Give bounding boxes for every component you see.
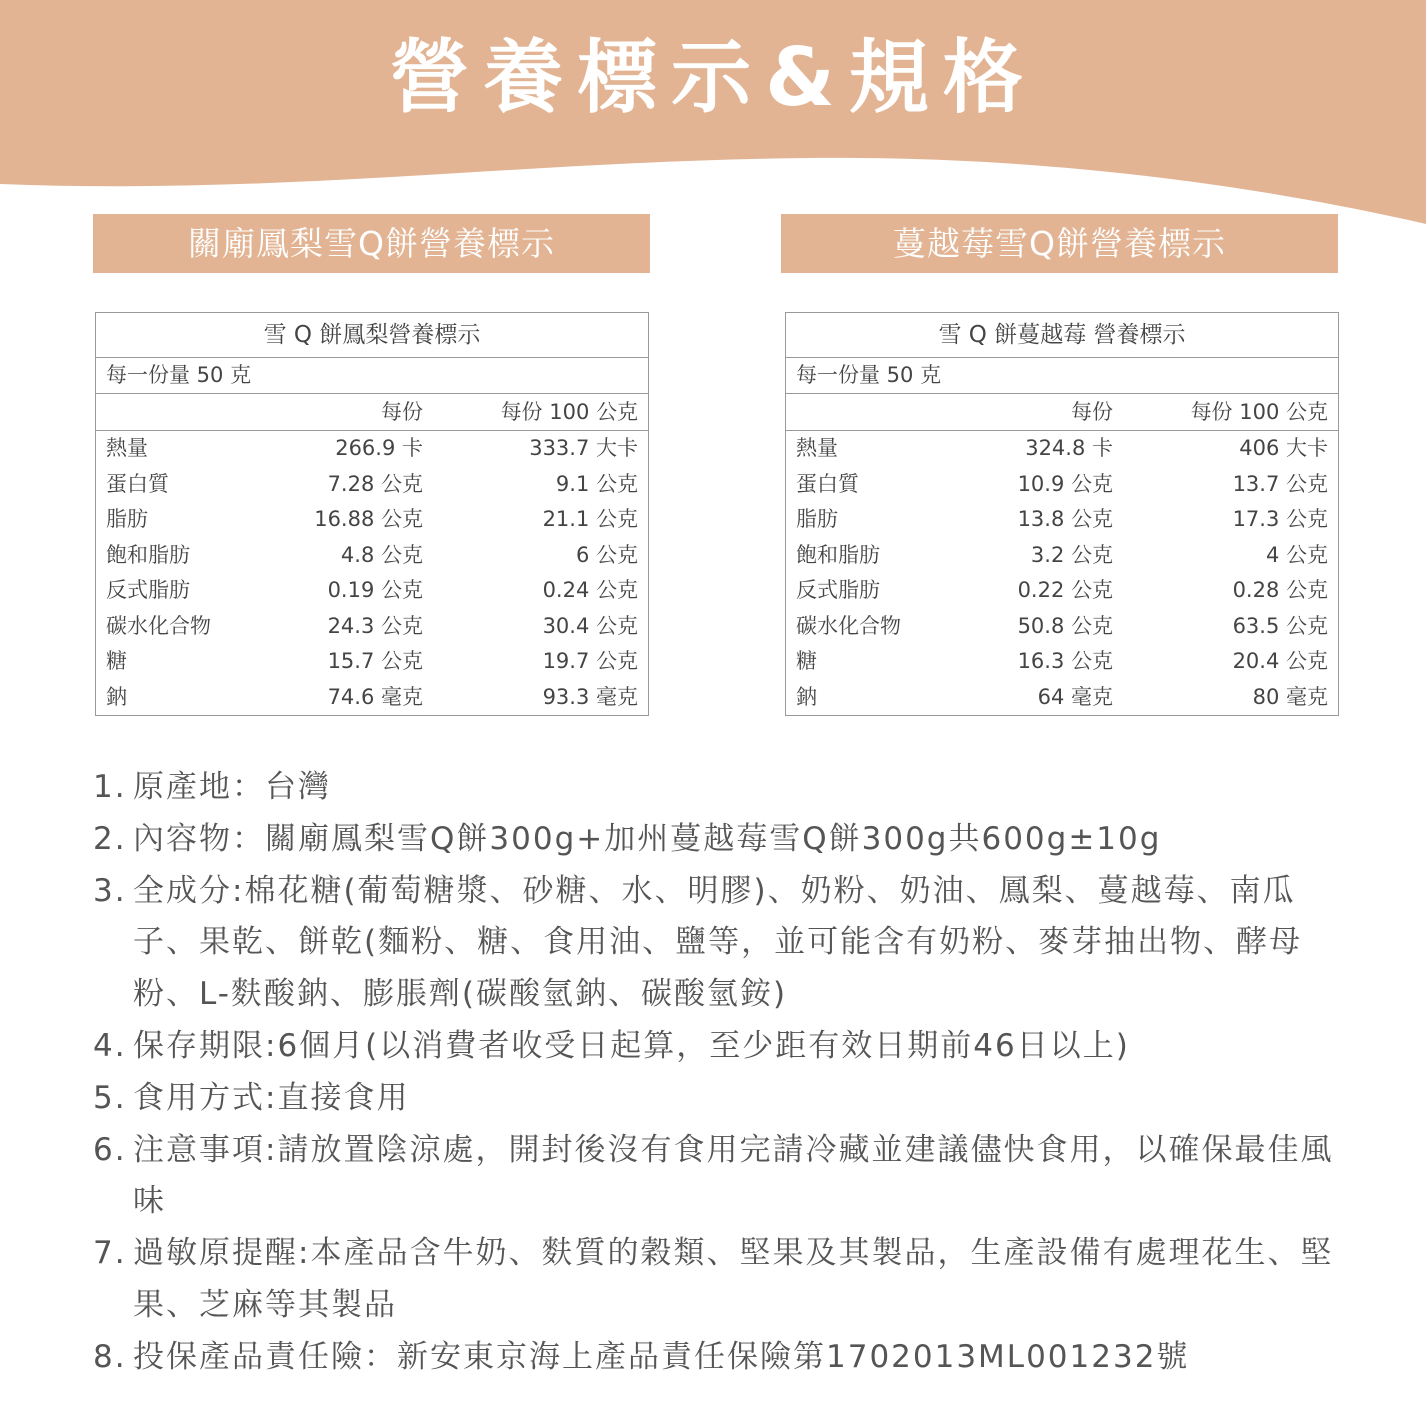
note-number: 7. [93,1235,127,1272]
per-serving-value: 7.28 公克 [327,471,423,496]
note-text-shelf-life: 保存期限:6個月(以消費者收受日起算，至少距有效日期前46日以上) [133,1027,1130,1064]
table-row [96,644,648,680]
nutrient-name: 碳水化合物 [106,613,211,638]
nutrition-table-title: 雪 Q 餅鳳梨營養標示 [96,313,648,358]
note-number: 2. [93,820,127,857]
note-number: 1. [93,769,127,805]
per-100g-value: 9.1 公克 [555,471,638,496]
per-100g-value: 6 公克 [575,542,638,567]
per-100g-value: 406 大卡 [1239,436,1328,460]
table-row [96,538,648,574]
column-header-per-serving: 每份 [1071,400,1113,424]
table-row [786,431,1338,467]
nutrient-name: 熱量 [796,436,838,460]
list-item [93,866,1343,1021]
list-item [93,1125,1343,1229]
per-serving-value: 0.19 公克 [327,578,423,602]
note-text-contents: 內容物：關廟鳳梨雪Q餅300g+加州蔓越莓雪Q餅300g共600g±10g [133,820,1162,857]
nutrient-name: 脂肪 [796,507,838,531]
per-100g-value: 333.7 大卡 [529,436,638,460]
nutrient-name: 鈉 [796,684,817,709]
table-row [786,680,1338,716]
page-title: 營養標示&規格 [389,31,1037,124]
per-100g-value: 0.28 公克 [1232,578,1328,602]
note-text-storage: 注意事項:請放置陰涼處，開封後沒有食用完請冷藏並建議儘快食用，以確保最佳風味 [133,1131,1334,1220]
note-number: 5. [93,1079,127,1116]
nutrient-name: 鈉 [106,684,127,709]
serving-size: 每一份量 50 克 [96,358,648,394]
list-item [93,762,1343,814]
nutrient-name: 飽和脂肪 [796,542,880,567]
table-row [786,573,1338,609]
table-row [786,502,1338,538]
per-100g-value: 20.4 公克 [1232,649,1328,673]
per-serving-value: 74.6 毫克 [327,684,423,709]
per-serving-value: 50.8 公克 [1017,613,1113,638]
per-100g-value: 13.7 公克 [1232,471,1328,496]
per-100g-value: 93.3 毫克 [542,684,638,709]
per-serving-value: 15.7 公克 [327,649,423,673]
nutrient-name: 蛋白質 [796,471,859,496]
panel-header-cranberry: 蔓越莓雪Q餅營養標示 [781,214,1338,273]
list-item [93,814,1343,866]
panel-header-pineapple: 關廟鳳梨雪Q餅營養標示 [93,214,650,273]
table-row [96,431,648,467]
spec-notes-list [93,762,1343,1384]
per-100g-value: 0.24 公克 [542,578,638,602]
nutrient-name: 糖 [106,649,127,673]
nutrition-table-pineapple [95,312,649,716]
column-headers [96,394,648,431]
per-serving-value: 16.88 公克 [314,507,423,531]
list-item [93,1073,1343,1125]
list-item [93,1332,1343,1384]
note-text-insurance: 投保產品責任險：新安東京海上產品責任保險第1702013ML001232號 [133,1338,1190,1375]
note-text-origin: 原產地：台灣 [133,769,331,805]
column-headers [786,394,1338,431]
nutrient-name: 蛋白質 [106,471,169,496]
table-row [96,467,648,503]
note-number: 4. [93,1027,127,1064]
per-serving-value: 324.8 卡 [1025,436,1113,460]
nutrient-name: 反式脂肪 [796,578,880,602]
nutrient-name: 熱量 [106,436,148,460]
note-number: 6. [93,1131,127,1168]
per-100g-value: 19.7 公克 [542,649,638,673]
list-item [93,1228,1343,1332]
column-header-blank [786,394,976,430]
per-serving-value: 16.3 公克 [1017,649,1113,673]
per-serving-value: 266.9 卡 [335,436,423,460]
column-header-blank [96,394,286,430]
note-number: 3. [93,872,127,909]
table-row [96,502,648,538]
per-100g-value: 30.4 公克 [542,613,638,638]
header-banner [0,0,1426,240]
table-row [96,680,648,716]
nutrition-table-title: 雪 Q 餅蔓越莓 營養標示 [786,313,1338,358]
per-serving-value: 3.2 公克 [1030,542,1113,567]
per-100g-value: 80 毫克 [1252,684,1328,709]
per-100g-value: 4 公克 [1265,542,1328,567]
column-header-per-100g: 每份 100 公克 [1190,400,1328,424]
note-number: 8. [93,1338,127,1375]
per-100g-value: 63.5 公克 [1232,613,1328,638]
column-header-per-serving: 每份 [381,400,423,424]
table-row [786,467,1338,503]
list-item [93,1021,1343,1073]
per-serving-value: 64 毫克 [1037,684,1113,709]
per-serving-value: 13.8 公克 [1017,507,1113,531]
per-100g-value: 17.3 公克 [1232,507,1328,531]
note-text-ingredients: 全成分:棉花糖(葡萄糖漿、砂糖、水、明膠)、奶粉、奶油、鳳梨、蔓越莓、南瓜子、果乾、餅乾(麵粉、糖、食用油、鹽等，並可能含有奶粉、麥芽抽出物、酵母粉、L-麩酸鈉、膨脹劑(碳酸氫鈉、碳酸氫銨) [133,872,1303,1013]
note-text-usage: 食用方式:直接食用 [133,1079,410,1116]
table-row [96,573,648,609]
table-row [96,609,648,645]
per-serving-value: 10.9 公克 [1017,471,1113,496]
nutrient-name: 碳水化合物 [796,613,901,638]
nutrient-name: 糖 [796,649,817,673]
note-text-allergens: 過敏原提醒:本產品含牛奶、麩質的穀類、堅果及其製品，生產設備有處理花生、堅果、芝麻等其製品 [133,1235,1334,1323]
nutrient-name: 飽和脂肪 [106,542,190,567]
per-serving-value: 4.8 公克 [340,542,423,567]
nutrient-name: 反式脂肪 [106,578,190,602]
per-serving-value: 0.22 公克 [1017,578,1113,602]
table-row [786,609,1338,645]
table-row [786,538,1338,574]
per-100g-value: 21.1 公克 [542,507,638,531]
serving-size: 每一份量 50 克 [786,358,1338,394]
table-row [786,644,1338,680]
per-serving-value: 24.3 公克 [327,613,423,638]
column-header-per-100g: 每份 100 公克 [500,400,638,424]
nutrition-table-cranberry [785,312,1339,716]
nutrient-name: 脂肪 [106,507,148,531]
